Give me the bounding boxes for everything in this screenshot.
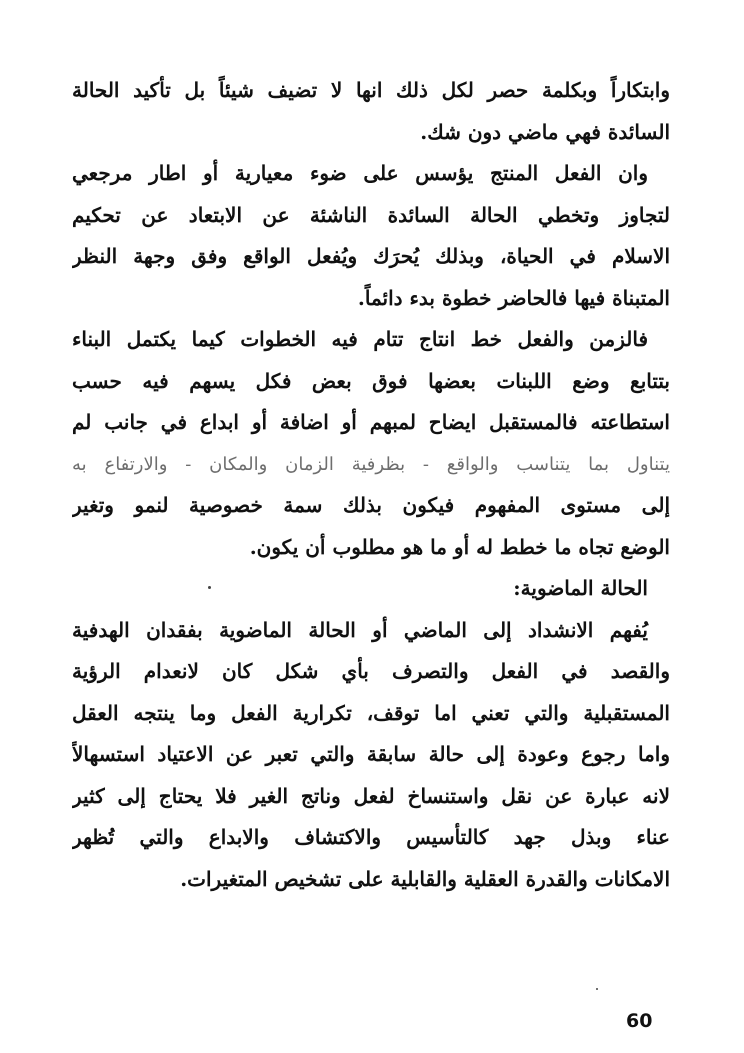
text-line: لتجاوز وتخطي الحالة السائدة الناشئة عن الابتعاد عن تحكيم: [72, 202, 670, 227]
scan-speck: [208, 586, 211, 589]
text-line: الوضع تجاه ما خطط له أو ما هو مطلوب أن يكون.: [249, 534, 670, 559]
text-line: عناء وبذل جهد كالتأسيس والاكتشاف والابداع والتي تُظهر: [72, 825, 670, 849]
text-line: واما رجوع وعودة إلى حالة سابقة والتي تعبر عن الاعتياد استسهالاً: [72, 742, 670, 766]
text-line: لانه عبارة عن نقل واستنساخ لفعل وناتج الغير فلا يحتاج إلى كثير: [72, 783, 670, 808]
text-line: الاسلام في الحياة، وبذلك يُحرَك ويُفعل الواقع وفق وجهة النظر: [72, 244, 670, 268]
text-line: إلى مستوى المفهوم فيكون بذلك سمة خصوصية لنمو وتغير: [72, 493, 670, 517]
text-line: السائدة فهي ماضي دون شك.: [420, 119, 670, 144]
page-number: 60: [626, 1010, 653, 1032]
text-line: فالزمن والفعل خط انتاج تتام فيه الخطوات كيما يكتمل البناء: [72, 327, 648, 351]
faded-text-line: يتناول بما يتناسب والواقع - بظرفية الزمان والمكان - والارتفاع به: [72, 453, 670, 475]
text-line: وابتكاراً وبكلمة حصر لكل ذلك انها لا تضيف شيئاً بل تأكيد الحالة: [72, 78, 670, 102]
text-line: الامكانات والقدرة العقلية والقابلية على تشخيص المتغيرات.: [180, 866, 670, 891]
text-line: بتتابع وضع اللبنات بعضها فوق بعض فكل يسهم فيه حسب: [72, 368, 670, 393]
text-line: المستقبلية والتي تعني اما توقف، تكرارية الفعل وما ينتجه العقل: [72, 700, 670, 725]
document-page: [72, 70, 670, 900]
scan-speck: [596, 988, 598, 990]
text-line: وان الفعل المنتج يؤسس على ضوء معيارية أو اطار مرجعي: [72, 161, 648, 185]
text-line: والقصد في الفعل والتصرف بأي شكل كان لانعدام الرؤية: [72, 659, 670, 683]
text-line: استطاعته فالمستقبل ايضاح لمبهم أو اضافة أو ابداع في جانب لم: [72, 410, 670, 434]
section-heading: الحالة الماضوية:: [513, 576, 648, 600]
text-line: يُفهم الانشداد إلى الماضي أو الحالة الماضوية بفقدان الهدفية: [72, 617, 648, 642]
text-line: المتبناة فيها فالحاضر خطوة بدء دائماً.: [357, 285, 670, 310]
